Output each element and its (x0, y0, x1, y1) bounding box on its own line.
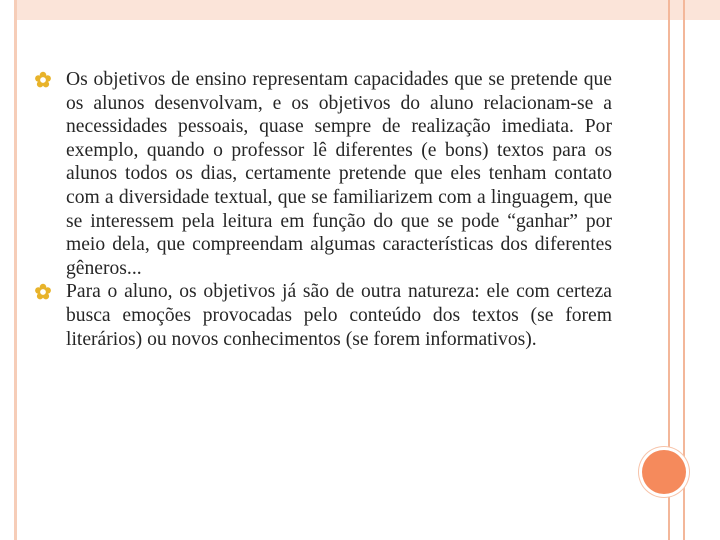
orange-circle-decoration (642, 450, 686, 494)
slide-body (34, 68, 612, 351)
top-border-decoration (17, 0, 720, 20)
right-vertical-line (683, 0, 685, 540)
left-border-decoration (14, 0, 17, 540)
bullet-item (34, 280, 612, 351)
bullet-item (34, 68, 612, 280)
bullet-text: Os objetivos de ensino representam capacidades que se pretende que os alunos desenvolvam, e os objetivos do aluno relacionam-se a necessidades pessoais, quase sempre de realização imediata. Por exemplo, quando o professor lê diferentes (e bons) textos para os alunos todos os dias, certamente pretende que eles tenham contato com a diversidade textual, que se familiarizem com a linguagem, que se interessem pela leitura em função do que se pode “ganhar” por meio dela, que compreendam algumas características dos diferentes gêneros... (66, 69, 612, 279)
bullet-text: Para o aluno, os objetivos já são de outra natureza: ele com certeza busca emoções provocadas pelo conteúdo dos textos (se forem literários) ou novos conhecimentos (se forem informativos). (66, 281, 612, 350)
flower-bullet-icon (34, 71, 52, 89)
flower-bullet-icon (34, 283, 52, 301)
